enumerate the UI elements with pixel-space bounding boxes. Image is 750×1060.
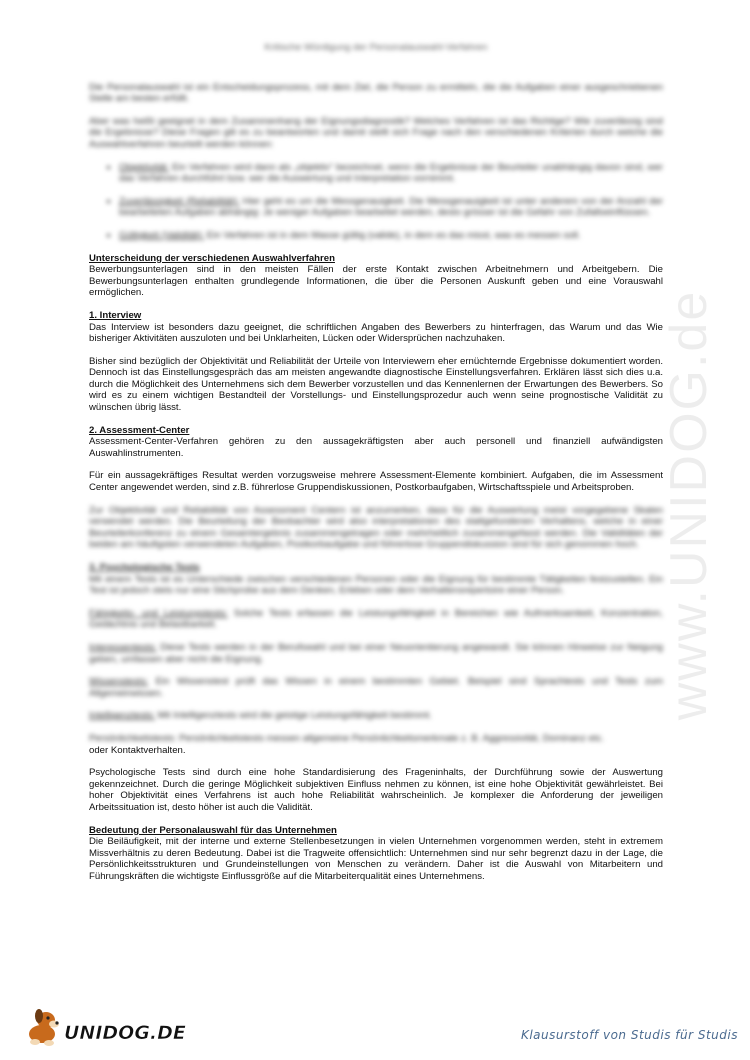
watermark (660, 270, 736, 740)
document-body (89, 42, 663, 893)
criteria-text: Hier geht es um die Messgenauigkeit. Die Messgenauigkeit ist unter anderem von der Anzahl der bearbeiteten Aufgaben abhängig: Je weniger Aufgaben bearbeitet werden, desto grösser ist die Gefahr von Zufallseinflüssen. (119, 195, 663, 219)
tests-item-text: Diese Tests werden in der Berufswahl und bei einer Neuorientierung angewandt. Sie können Hinweise zur Neigung geben, umfassen aber nicht die Eignung. (89, 641, 663, 665)
tests-paragraph-final: Psychologische Tests sind durch eine hohe Standardisierung des Frageninhalts, der Durchführung sowie der Auswertung gekennzeichnet. Durch die geringe Möglichkeit subjektiven Einfluss nehmen zu können, ist eine hohe Objektivität gewährleistet. Bei hoher Objektivität eines Verfahrens ist auch hohe Reliabilität wahrscheinlich. Je komplexer die Anforderung der jeweiligen Arbeitssituation ist, desto höher ist auch die Validität. (89, 767, 663, 813)
criteria-term: Zuverlässigkeit (Reliabilität): (119, 195, 240, 207)
criteria-text: Ein Verfahren wird dann als „objektiv“ bezeichnet, wenn die Ergebnisse der Beurteiler unabhängig davon sind, wer das Verfahren durchführt bzw. wer die Auswertung und Interpretation vornimmt. (119, 161, 663, 185)
tests-item-text: Ein Wissenstest prüft das Wissen in einem bestimmten Gebiet. Beispiel sind Sprachtests und Tests zum Allgemeinwissen. (89, 676, 663, 699)
unidog-logo (26, 1006, 226, 1048)
dog-icon (29, 1009, 59, 1046)
criteria-item (119, 230, 663, 242)
assessment-paragraph-3: Zur Objektivität und Reliabilität von Assessment Centern ist anzumerken, dass für die Auswertung meist vorgegebene Skalen verwendet werden. Die Beurteilung der Beobachter wird also interpretationen des stattgefundenen Verhaltens, welche in einer Beurteilerkonferenz zu einem Gesamtergebnis zusammengetragen oder mehrheitlich zusammengefasst werden. Die Validitäten der beiden am häufigsten verwendeten Aufgaben, Postkorbaufgabe und führerlose Gruppendiskussion sind für sich genommen hoch. (89, 504, 663, 551)
section-heading-interview: 1. Interview (89, 309, 142, 321)
criteria-term: Objektivität: (119, 161, 170, 173)
watermark-text: www.UNIDOG.de (660, 289, 718, 721)
tests-item (89, 710, 663, 722)
intro-paragraph-1: Die Personalauswahl ist ein Entscheidungsprozess, mit dem Ziel, die Person zu ermitteln, die die Aufgaben einer ausgeschriebenen Stelle am besten erfüllt. (89, 81, 663, 105)
tests-item-label: Intelligenztests: (89, 710, 156, 722)
bedeutung-paragraph: Die Beiläufigkeit, mit der interne und externe Stellenbesetzungen in vielen Unternehmen vorgenommen werden, steht in extremem Missverhältnis zu deren Bedeutung. Dabei ist die Tragweite offensichtlich: Unternehmen sind nur sehr begrenzt dazu in der Lage, die Persönlichkeitsstrukturen und Grundeinstellungen von Menschen zu verändern. Daher ist die Auswahl von Mitarbeitern und Führungskräften die wichtigste Einflussgröße auf die Mitarbeiterqualität eines Unternehmens. (89, 836, 663, 882)
section-heading-assessment: 2. Assessment-Center (89, 424, 190, 436)
interview-paragraph-1: Das Interview ist besonders dazu geeignet, die schriftlichen Angaben des Bewerbers zu hinterfragen, das Warum und das Wie bisheriger Aktivitäten auszuloten und bei Unklarheiten, Lücken oder Widersprüchen nachzuhaken. (89, 321, 663, 345)
intro-paragraph-2: Aber was heißt geeignet in dem Zusammenhang der Eignungsdiagnostik? Welches Verfahren ist das Richtige? Wie zuverlässig sind die Ergebnisse? Diese Fragen gilt es zu beantworten und damit stellt sich Frage nach den verschiedenen Kriterien durch welche die Auswahlverfahren beurteilt werden können: (89, 115, 663, 150)
section-body-unterscheidung: Bewerbungsunterlagen sind in den meisten Fällen der erste Kontakt zwischen Arbeitnehmern und Arbeitgebern. Die Bewerbungsunterlagen enthalten grundlegende Informationen, die über die Personen Auskunft geben und eine Vorauswahl ermöglichen. (89, 264, 663, 299)
tests-item-label: Wissenstests: (89, 676, 149, 688)
criteria-item (119, 196, 663, 219)
assessment-paragraph-2: Für ein aussagekräftiges Resultat werden vorzugsweise mehrere Assessment-Elemente kombiniert. Aufgaben, die im Assessment Center angewendet werden, sind z.B. führerlose Gruppendiskussionen, Postkorbaufgaben, Wirtschaftsspiele und Arbeitsproben. (89, 470, 663, 494)
section-heading-bedeutung: Bedeutung der Personalauswahl für das Unternehmen (89, 824, 337, 836)
tests-item-label: Fähigkeits- und Leistungstests: (89, 607, 228, 619)
persoenlichkeit-blurred-line: Persönlichkeitstests: Persönlichkeitstests messen allgemeine Persönlichkeitsmerkmale z. B. Aggressivität, Dominanz etc. (89, 732, 605, 744)
criteria-term: Gültigkeit (Validität): (119, 229, 205, 241)
tests-item-persoenlichkeit (89, 733, 663, 756)
logo-text: UNIDOG.DE (64, 1022, 186, 1044)
criteria-list (89, 162, 663, 242)
tests-item (89, 608, 663, 631)
footer-tagline: Klausurstoff von Studis für Studis (520, 1028, 738, 1042)
tests-item (89, 676, 663, 699)
section-heading-unterscheidung: Unterscheidung der verschiedenen Auswahlverfahren (89, 252, 335, 264)
tests-item-text: Solche Tests erfassen die Leistungsfähigkeit in Bereichen wie Aufmerksamkeit, Konzentration, Gedächtnis und Belastbarkeit. (89, 607, 663, 631)
tests-item-label: Interessentests: (89, 641, 157, 653)
persoenlichkeit-visible-line: oder Kontaktverhalten. (89, 744, 186, 756)
tests-paragraph-1: Mit einem Tests ist es Unterschiede zwischen verschiedenen Personen oder die Eignung für bestimmte Tätigkeiten festzustellen. Ein Test ist jedoch stets nur eine Stichprobe aus dem Denken, Erleben oder dem Verhaltensrepertoire einer Person. (89, 573, 663, 597)
running-header: Kritische Würdigung der Personalauswahl-Verfahren (264, 42, 488, 53)
section-heading-tests: 3. Psychologische Tests (89, 562, 200, 573)
tests-item-text: Mit Intelligenztests wird die geistige Leistungsfähigkeit bestimmt. (155, 710, 432, 722)
tests-item (89, 642, 663, 665)
criteria-item (119, 162, 663, 185)
assessment-paragraph-1: Assessment-Center-Verfahren gehören zu den aussagekräftigsten aber auch personell und finanziell aufwändigsten Auswahlinstrumenten. (89, 436, 663, 459)
criteria-text: Ein Verfahren ist in dem Masse gültig (valide), in dem es das misst, was es messen soll. (204, 229, 581, 241)
interview-paragraph-2: Bisher sind bezüglich der Objektivität und Reliabilität der Urteile von Interviewern eher ernüchternde Ergebnisse dokumentiert worden. Dennoch ist das Einstellungsgespräch das am meisten angewandte diagnostische Einstellungsverfahren. Erklären lässt sich dies u.a. durch die Möglichkeit des Unternehmens sich dem Bewerber vorzustellen und das Kennenlernen der Erwartungen des Bewerbers. So wird es zu einem wichtigen Bestandteil der Vorstellungs- und Einstellungsprozedur auch wenn seine prognostische Validität zu wünschen übrig lässt. (89, 355, 663, 414)
